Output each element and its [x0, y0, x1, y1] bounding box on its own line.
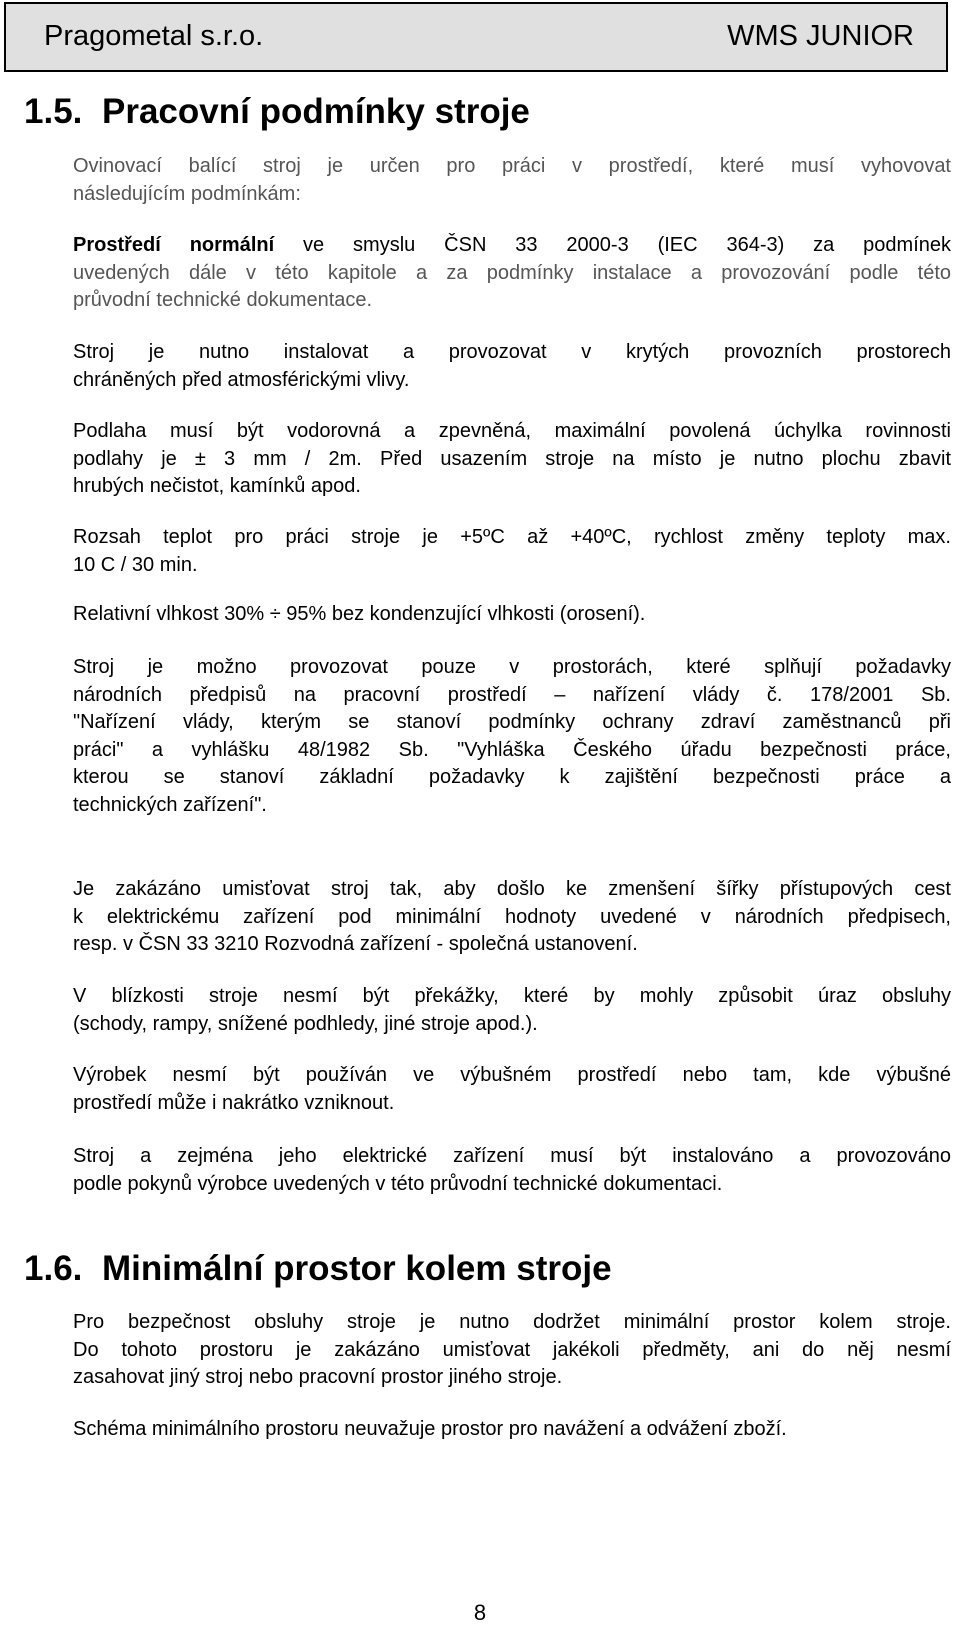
paragraph-minimum-space [73, 1309, 951, 1392]
text-line: Je zakázáno umisťovat stroj tak, aby došlo ke zmenšení šířky přístupových cest [73, 878, 951, 900]
paragraph-access-paths [73, 876, 951, 959]
bold-term: Prostředí normální [73, 234, 275, 256]
text-line: chráněných před atmosférickými vlivy. [73, 368, 410, 391]
text-line: (schody, rampy, snížené podhledy, jiné stroje apod.). [73, 1012, 538, 1035]
text-line: Stroj je nutno instalovat a provozovat v krytých provozních prostorech [73, 341, 951, 363]
text-line: kterou se stanoví základní požadavky k zajištění bezpečnosti práce a [73, 766, 951, 788]
text-line: Schéma minimálního prostoru neuvažuje prostor pro navážení a odvážení zboží. [73, 1418, 787, 1440]
paragraph-floor [73, 418, 951, 501]
text-line: Relativní vlhkost 30% ÷ 95% bez kondenzující vlhkosti (orosení). [73, 603, 646, 625]
text-line: prostředí může i nakrátko vzniknout. [73, 1091, 395, 1114]
company-name: Pragometal s.r.o. [44, 20, 264, 52]
paragraph-temperature [73, 524, 951, 579]
paragraph-scheme-note [73, 1416, 951, 1444]
text-line: národních předpisů na pracovní prostředí – nařízení vlády č. 178/2001 Sb. [73, 683, 951, 706]
text-line: V blízkosti stroje nesmí být překážky, které by mohly způsobit úraz obsluhy [73, 985, 951, 1007]
text-line: Pro bezpečnost obsluhy stroje je nutno dodržet minimální prostor kolem stroje. [73, 1311, 951, 1333]
text-line: Výrobek nesmí být používán ve výbušném prostředí nebo tam, kde výbušné [73, 1064, 951, 1086]
text-line: Stroj a zejména jeho elektrické zařízení musí být instalováno a provozováno [73, 1145, 951, 1167]
text-line: zasahovat jiný stroj nebo pracovní prostor jiného stroje. [73, 1366, 563, 1388]
page-header [4, 2, 948, 72]
section-heading-1-6 [24, 1249, 612, 1289]
section-heading-1-5 [24, 92, 530, 132]
section-number: 1.5. [24, 92, 83, 131]
text-line: Rozsah teplot pro práci stroje je +5ºC až +40ºC, rychlost změny teploty max. [73, 526, 951, 548]
paragraph-intro [73, 153, 951, 208]
text-line: podle pokynů výrobce uvedených v této průvodní technické dokumentaci. [73, 1172, 723, 1195]
text-line: Podlaha musí být vodorovná a zpevněná, maximální povolená úchylka rovinnosti [73, 420, 951, 442]
text-line: následujícím podmínkám: [73, 182, 301, 205]
section-title: Pracovní podmínky stroje [102, 92, 530, 131]
text-line: k elektrickému zařízení pod minimální hodnoty uvedené v národních předpisech, [73, 905, 951, 928]
text-line: uvedených dále v této kapitole a za podmínky instalace a provozování podle této [73, 261, 951, 284]
text-line: "Nařízení vlády, kterým se stanoví podmínky ochrany zdraví zaměstnanců při [73, 711, 951, 733]
text-line: technických zařízení". [73, 793, 267, 816]
text-line: průvodní technické dokumentace. [73, 289, 373, 311]
paragraph-obstacles [73, 983, 951, 1038]
text-line: práci" a vyhlášku 48/1982 Sb. "Vyhláška Českého úřadu bezpečnosti práce, [73, 738, 951, 761]
product-name: WMS JUNIOR [727, 20, 914, 52]
paragraph-humidity [73, 601, 951, 629]
paragraph-explosive [73, 1062, 951, 1117]
section-title: Minimální prostor kolem stroje [102, 1249, 612, 1288]
paragraph-covered-spaces [73, 339, 951, 394]
text-line: podlahy je ± 3 mm / 2m. Před usazením stroje na místo je nutno plochu zbavit [73, 447, 951, 470]
paragraph-installation [73, 1143, 951, 1198]
page-number: 8 [473, 1600, 487, 1625]
section-number: 1.6. [24, 1249, 83, 1288]
text-line: Prostředí normální ve smyslu ČSN 33 2000-3 (IEC 364-3) za podmínek [73, 234, 952, 256]
text-line: 10 C / 30 min. [73, 553, 198, 576]
text-line: Stroj je možno provozovat pouze v prostorách, které splňují požadavky [73, 656, 951, 678]
paragraph-environment [73, 232, 951, 315]
text-line: resp. v ČSN 33 3210 Rozvodná zařízení - společná ustanovení. [73, 933, 638, 955]
text-line: Do tohoto prostoru je zakázáno umisťovat jakékoli předměty, ani do něj nesmí [73, 1338, 951, 1361]
text-line: hrubých nečistot, kamínků apod. [73, 475, 361, 497]
paragraph-regulations [73, 654, 951, 819]
text-line: Ovinovací balící stroj je určen pro práci v prostředí, které musí vyhovovat [73, 155, 951, 177]
